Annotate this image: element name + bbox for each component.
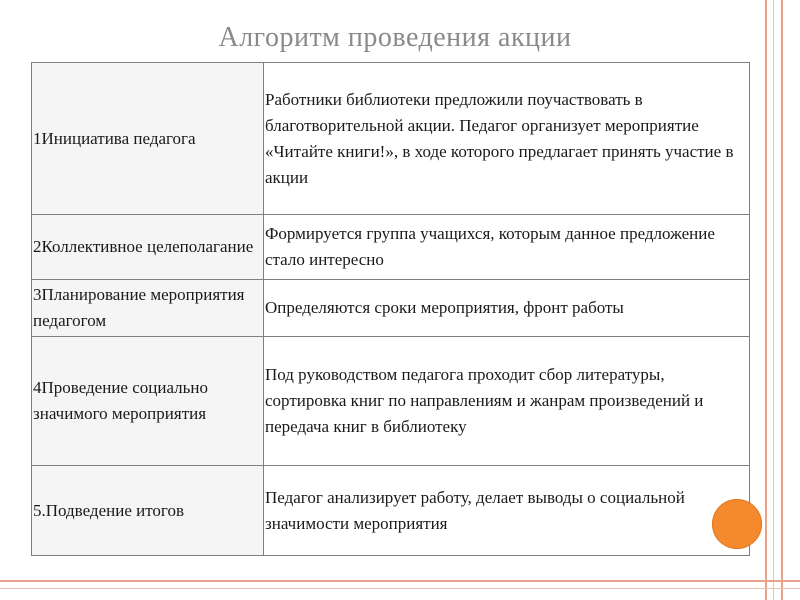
stage-cell: 4Проведение социально значимого мероприятия [32,337,264,466]
description-cell: Педагог анализирует работу, делает выводы о социальной значимости мероприятия [264,466,750,556]
frame-line-right-1 [765,0,767,600]
frame-line-bottom-1 [0,580,800,582]
table-row [32,280,750,337]
stage-cell: 3Планирование мероприятия педагогом [32,280,264,337]
frame-line-right-3 [781,0,783,600]
frame-line-bottom-2 [0,588,800,589]
decorative-circle [712,499,762,549]
stage-cell: 2Коллективное целеполагание [32,215,264,280]
description-cell: Работники библиотеки предложили поучаствовать в благотворительной акции. Педагог организует мероприятие «Читайте книги!», в ходе которого предлагает принять участие в акции [264,63,750,215]
description-cell: Под руководством педагога проходит сбор литературы, сортировка книг по направлениям и жанрам произведений и передача книг в библиотеку [264,337,750,466]
stage-cell: 5.Подведение итогов [32,466,264,556]
algorithm-table [31,62,750,556]
description-cell: Определяются сроки мероприятия, фронт работы [264,280,750,337]
table-row [32,63,750,215]
table-row [32,337,750,466]
slide-title: Алгоритм проведения акции [218,22,572,53]
stage-cell: 1Инициатива педагога [32,63,264,215]
table-row [32,466,750,556]
description-cell: Формируется группа учащихся, которым данное предложение стало интересно [264,215,750,280]
table-row [32,215,750,280]
frame-line-right-2 [773,0,774,600]
